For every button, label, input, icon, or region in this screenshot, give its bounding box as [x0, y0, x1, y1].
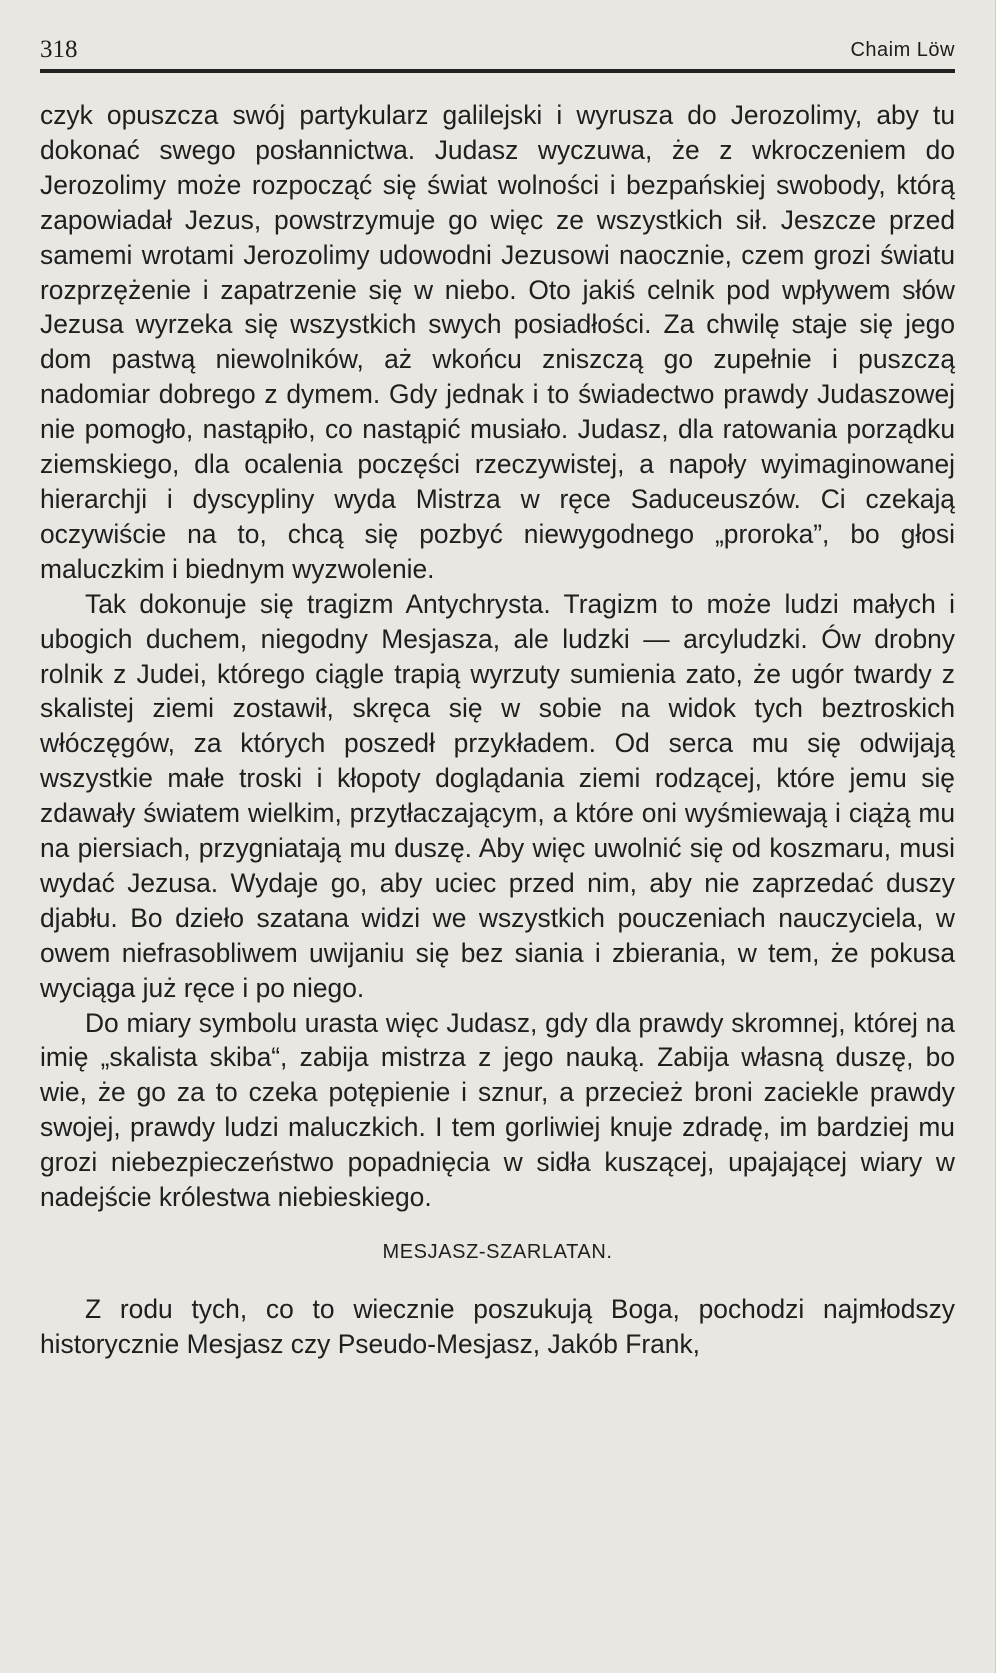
running-head: Chaim Löw: [850, 39, 955, 61]
paragraph-tragizm: Tak dokonuje się tragizm Antychrysta. Tragizm to może ludzi małych i ubogich duchem, niegodny Mesjasza, ale ludzki — arcyludzki. Ów drobny rolnik z Judei, którego ciągle trapią wyrzuty sumienia zato, że ugór twardy z skalistej ziemi zostawił, skręca się w sobie na widok tych beztroskich włóczęgów, za których poszedł przykładem. Od serca mu się odwijają wszystkie małe troski i kłopoty doglądania ziemi rodzącej, które jemu się zdawały światem wielkim, przytłaczającym, a które oni wyśmiewają i ciążą mu na piersiach, przygniatają mu duszę. Aby więc uwolnić się od koszmaru, musi wydać Jezusa. Wydaje go, aby uciec przed nim, aby nie zaprzedać duszy djabłu. Bo dzieło szatana widzi we wszystkich pouczeniach nauczyciela, w owem niefrasobliwem uwijaniu się bez siania i zbierania, w tem, że pokusa wyciąga już ręce i po niego.: [40, 588, 955, 1003]
paragraph-frank: Z rodu tych, co to wiecznie poszukują Boga, pochodzi najmłodszy historycznie Mesjasz czy Pseudo-Mesjasz, Jakób Frank,: [40, 1293, 955, 1359]
page-header: [40, 36, 955, 72]
body-text: [40, 98, 955, 1362]
header-rule: [40, 69, 955, 73]
paragraph-symbol: Do miary symbolu urasta więc Judasz, gdy dla prawdy skromnej, której na imię „skalista skiba“, zabija mistrza z jego nauką. Zabija własną duszę, bo wie, że go za to czeka potępienie i sznur, a przecież broni zaciekle prawdy swojej, prawdy ludzi maluczkich. I tem gorliwiej knuje zdradę, im bardziej mu grozi niebezpieczeństwo popadnięcia w sidła kuszącej, upajającej wiary w nadejście królestwa niebieskiego.: [40, 1007, 955, 1213]
page-number: 318: [40, 36, 78, 63]
section-heading: MESJASZ-SZARLATAN.: [382, 1241, 613, 1263]
paragraph-continuation: czyk opuszcza swój partykularz galilejski i wyrusza do Jerozolimy, aby tu dokonać swego posłannictwa. Judasz wyczuwa, że z wkroczeniem do Jerozolimy może rozpocząć się świat wolności i bezpańskiej swobody, którą zapowiadał Jezus, powstrzymuje go więc ze wszystkich sił. Jeszcze przed samemi wrotami Jerozolimy udowodni Jezusowi naocznie, czem grozi światu rozprzężenie i zapatrzenie się w niebo. Oto jakiś celnik pod wpływem słów Jezusa wyrzeka się wszystkich swych posiadłości. Za chwilę staje się jego dom pastwą niewolników, aż wkońcu zniszczą go zupełnie i puszczą nadomiar dobrego z dymem. Gdy jednak i to świadectwo prawdy Judaszowej nie pomogło, nastąpiło, co nastąpić musiało. Judasz, dla ratowania porządku ziemskiego, dla ocalenia poczęści rzeczywistej, a napoły wyimaginowanej hierarchji i dyscypliny wyda Mistrza w ręce Saduceuszów. Ci czekają oczywiście na to, chcą się pozbyć niewygodnego „proroka”, bo głosi maluczkim i biednym wyzwolenie.: [40, 100, 955, 584]
